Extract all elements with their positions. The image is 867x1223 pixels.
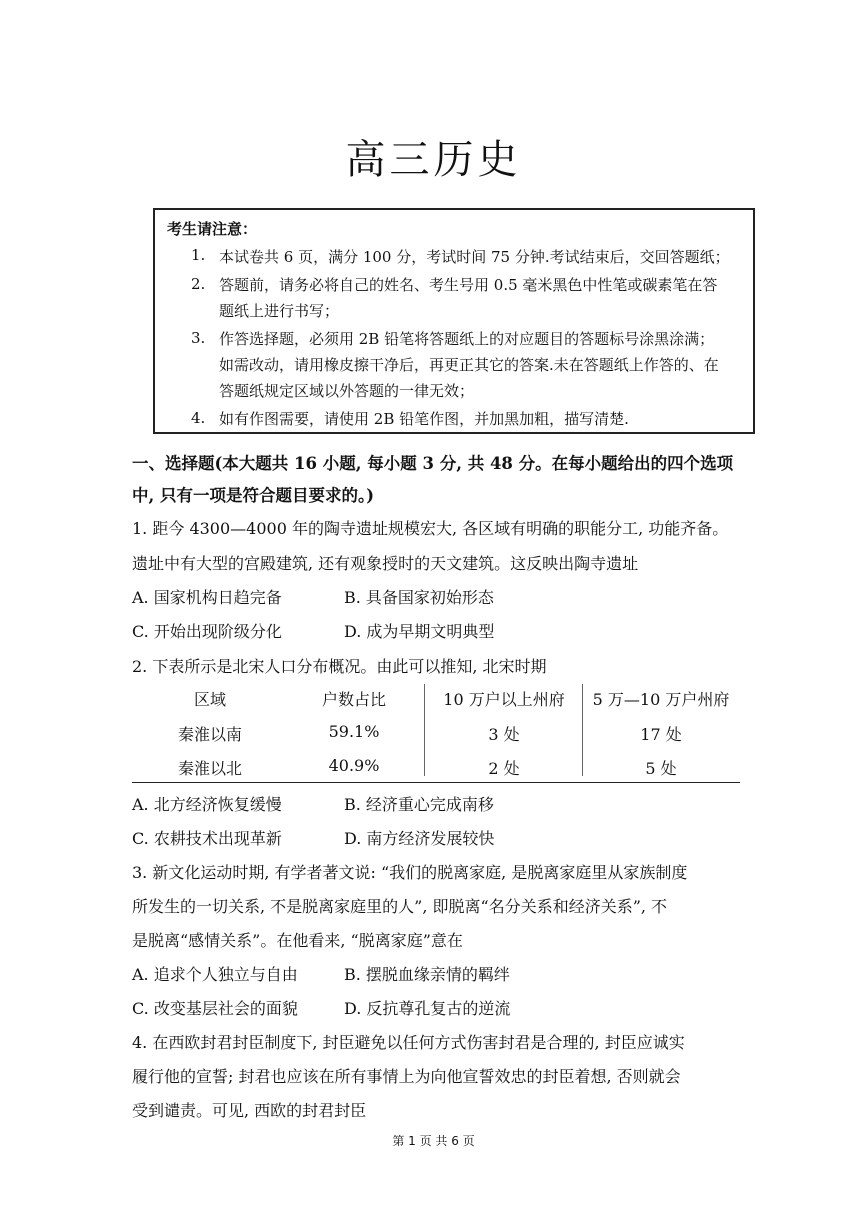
q2-option-a: A. 北方经济恢复缓慢 xyxy=(132,795,282,814)
table-row-1-share: 59.1% xyxy=(328,722,380,741)
table-header-medium-prefectures: 5 万—10 万户州府 xyxy=(592,690,730,709)
q2-stem: 2. 下表所示是北宋人口分布概况。由此可以推知, 北宋时期 xyxy=(132,657,547,676)
q3-option-d: D. 反抗尊孔复古的逆流 xyxy=(344,999,511,1018)
notice-item-4-number: 4. xyxy=(191,409,206,427)
section-heading-line-1: 一、选择题(本大题共 16 小题, 每小题 3 分, 共 48 分。在每小题给出的四个选项 xyxy=(132,454,734,473)
q2-option-d: D. 南方经济发展较快 xyxy=(344,829,495,848)
q3-stem-line-3: 是脱离“感情关系”。在他看来, “脱离家庭”意在 xyxy=(132,931,463,950)
notice-heading: 考生请注意： xyxy=(167,220,258,238)
table-row-1-region: 秦淮以南 xyxy=(177,725,242,744)
q4-stem-line-1: 4. 在西欧封君封臣制度下, 封臣避免以任何方式伤害封君是合理的, 封臣应诚实 xyxy=(132,1033,685,1052)
q3-option-a: A. 追求个人独立与自由 xyxy=(132,965,298,984)
q4-stem-line-3: 受到谴责。可见, 西欧的封君封臣 xyxy=(132,1101,367,1120)
notice-item-3-line-3: 答题纸规定区域以外答题的一律无效； xyxy=(219,382,475,400)
table-row-1-large: 3 处 xyxy=(488,725,520,744)
table-row-2-region: 秦淮以北 xyxy=(177,759,242,778)
q3-stem-line-1: 3. 新文化运动时期, 有学者著文说: “我们的脱离家庭, 是脱离家庭里从家族制度 xyxy=(132,863,688,882)
table-row-1-medium: 17 处 xyxy=(640,725,682,744)
q3-option-b: B. 摆脱血缘亲情的羁绊 xyxy=(344,965,510,984)
q3-stem-line-2: 所发生的一切关系, 不是脱离家庭里的人”, 即脱离“名分关系和经济关系”, 不 xyxy=(132,897,668,916)
q2-option-b: B. 经济重心完成南移 xyxy=(344,795,494,814)
q1-option-d: D. 成为早期文明典型 xyxy=(344,622,495,641)
q2-option-c: C. 农耕技术出现革新 xyxy=(132,829,282,848)
notice-item-3-line-2: 如需改动，请用橡皮擦干净后，再更正其它的答案.未在答题纸上作答的、在 xyxy=(219,356,719,374)
q3-option-c: C. 改变基层社会的面貌 xyxy=(132,999,298,1018)
table-row-2-share: 40.9% xyxy=(328,756,380,775)
table-row-2-large: 2 处 xyxy=(488,759,520,778)
notice-item-2-line-1: 答题前，请务必将自己的姓名、考生号用 0.5 毫米黑色中性笔或碳素笔在答 xyxy=(219,276,718,294)
q1-option-c: C. 开始出现阶级分化 xyxy=(132,622,282,641)
q1-option-a: A. 国家机构日趋完备 xyxy=(132,588,282,607)
table-header-region: 区域 xyxy=(193,690,226,709)
notice-item-3-number: 3. xyxy=(191,329,206,347)
table-header-household-share: 户数占比 xyxy=(321,690,386,709)
table-row-2-medium: 5 处 xyxy=(645,759,677,778)
notice-item-4-line-1: 如有作图需要，请使用 2B 铅笔作图，并加黑加粗，描写清楚. xyxy=(219,410,629,428)
q1-option-b: B. 具备国家初始形态 xyxy=(344,588,494,607)
q4-stem-line-2: 履行他的宣誓; 封君也应该在所有事情上为向他宣誓效忠的封臣着想, 否则就会 xyxy=(132,1067,681,1086)
section-heading-line-2: 中, 只有一项是符合题目要求的。) xyxy=(132,486,375,505)
notice-item-1-line-1: 本试卷共 6 页，满分 100 分，考试时间 75 分钟.考试结束后，交回答题纸； xyxy=(219,248,730,266)
table-divider-2 xyxy=(582,684,583,776)
notice-item-3-line-1: 作答选择题，必须用 2B 铅笔将答题纸上的对应题目的答题标号涂黑涂满； xyxy=(219,330,715,348)
table-divider-1 xyxy=(424,684,425,776)
notice-item-2-line-2: 题纸上进行书写； xyxy=(219,302,340,320)
q1-stem-line-2: 遗址中有大型的宫殿建筑, 还有观象授时的天文建筑。这反映出陶寺遗址 xyxy=(132,554,639,573)
page-title: 高三历史 xyxy=(345,137,522,183)
notice-item-1-number: 1. xyxy=(191,246,206,264)
page-footer: 第 1 页 共 6 页 xyxy=(392,1134,475,1148)
q1-stem-line-1: 1. 距今 4300—4000 年的陶寺遗址规模宏大, 各区域有明确的职能分工, 功能齐备。 xyxy=(132,519,729,538)
table-header-large-prefectures: 10 万户以上州府 xyxy=(443,690,565,709)
notice-box xyxy=(153,208,755,434)
notice-item-2-number: 2. xyxy=(191,275,206,293)
